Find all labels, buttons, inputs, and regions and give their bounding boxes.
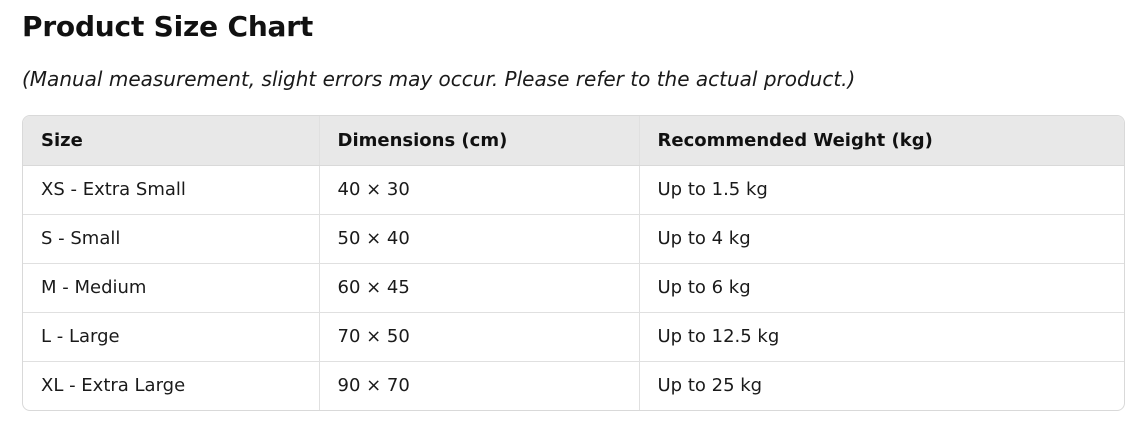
cell-size: S - Small	[23, 214, 319, 263]
cell-weight: Up to 25 kg	[639, 361, 1124, 410]
cell-weight: Up to 4 kg	[639, 214, 1124, 263]
cell-size: XS - Extra Small	[41, 179, 186, 200]
column-header-size: Size	[23, 116, 319, 165]
page-title: Product Size Chart	[22, 10, 314, 43]
cell-dimensions: 60 × 45	[319, 263, 639, 312]
cell-size: M - Medium	[23, 263, 319, 312]
table-row	[23, 165, 1124, 214]
size-chart-table-container	[22, 115, 1125, 411]
cell-weight: Up to 12.5 kg	[639, 312, 1124, 361]
table-row	[23, 312, 1124, 361]
column-header-dimensions: Dimensions (cm)	[319, 116, 639, 165]
cell-dimensions: 90 × 70	[319, 361, 639, 410]
table-header-row	[23, 116, 1124, 165]
column-header-weight: Recommended Weight (kg)	[639, 116, 1124, 165]
table-header	[23, 116, 1124, 165]
table-row	[23, 214, 1124, 263]
cell-dimensions: 40 × 30	[319, 165, 639, 214]
cell-weight: Up to 1.5 kg	[639, 165, 1124, 214]
table-row	[23, 263, 1124, 312]
cell-size: XL - Extra Large	[23, 361, 319, 410]
cell-size: L - Large	[23, 312, 319, 361]
cell-weight: Up to 6 kg	[639, 263, 1124, 312]
table-body	[23, 165, 1124, 410]
measurement-note: (Manual measurement, slight errors may occur. Please refer to the actual product.)	[22, 67, 856, 91]
table-row	[23, 361, 1124, 410]
cell-dimensions: 70 × 50	[319, 312, 639, 361]
cell-dimensions: 50 × 40	[319, 214, 639, 263]
size-chart-table	[23, 116, 1124, 410]
